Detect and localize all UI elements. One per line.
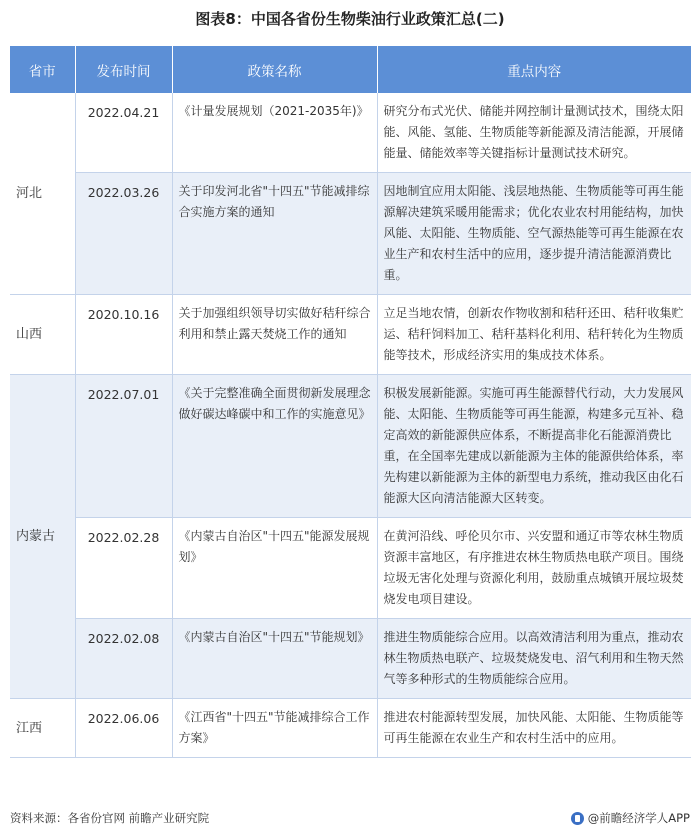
province-cell: 内蒙古 — [10, 375, 75, 699]
policy-table — [10, 46, 691, 758]
brand-label: @前瞻经济学人APP — [587, 811, 690, 825]
figure-title: 图表8：中国各省份生物柴油行业政策汇总(二) — [195, 10, 505, 28]
province-cell: 河北 — [10, 93, 75, 295]
policy-name-cell: 《关于完整准确全面贯彻新发展理念做好碳达峰碳中和工作的实施意见》 — [172, 375, 377, 518]
table-row — [10, 93, 691, 173]
table-row — [10, 699, 691, 758]
table-row — [10, 295, 691, 375]
date-cell: 2022.04.21 — [75, 93, 172, 173]
policy-name-cell: 关于印发河北省"十四五"节能减排综合实施方案的通知 — [172, 173, 377, 295]
date-cell: 2022.02.28 — [75, 518, 172, 619]
brand-logo-icon — [571, 812, 584, 825]
province-cell: 山西 — [10, 295, 75, 375]
date-cell: 2022.07.01 — [75, 375, 172, 518]
header-province: 省市 — [10, 46, 75, 93]
policy-name-cell: 《江西省"十四五"节能减排综合工作方案》 — [172, 699, 377, 758]
brand-mark — [571, 810, 690, 826]
header-policy-name: 政策名称 — [172, 46, 377, 93]
policy-name-cell: 《计量发展规划（2021-2035年)》 — [172, 93, 377, 173]
content-cell: 推进农村能源转型发展，加快风能、太阳能、生物质能等可再生能源在农业生产和农村生活中的应用。 — [377, 699, 691, 758]
province-cell: 江西 — [10, 699, 75, 758]
content-cell: 在黄河沿线、呼伦贝尔市、兴安盟和通辽市等农林生物质资源丰富地区，有序推进农林生物质热电联产项目。围绕垃圾无害化处理与资源化利用，鼓励重点城镇开展垃圾焚烧发电项目建设。 — [377, 518, 691, 619]
table-row — [10, 619, 691, 699]
policy-name-cell: 《内蒙古自治区"十四五"能源发展规划》 — [172, 518, 377, 619]
content-cell: 研究分布式光伏、储能并网控制计量测试技术，围绕太阳能、风能、氢能、生物质能等新能源及清洁能源，开展储能量、储能效率等关键指标计量测试技术研究。 — [377, 93, 691, 173]
content-cell: 因地制宜应用太阳能、浅层地热能、生物质能等可再生能源解决建筑采暖用能需求；优化农业农村用能结构，加快风能、太阳能、生物质能、空气源热能等可再生能源在农业生产和农村生活中的应用，逐步提升清洁能源消费比重。 — [377, 173, 691, 295]
content-cell: 立足当地农情，创新农作物收割和秸秆还田、秸秆收集贮运、秸秆饲料加工、秸秆基料化利用、秸秆转化为生物质能等技术，形成经济实用的集成技术体系。 — [377, 295, 691, 375]
table-header-row — [10, 46, 691, 93]
content-cell: 积极发展新能源。实施可再生能源替代行动，大力发展风能、太阳能、生物质能等可再生能源，构建多元互补、稳定高效的新能源供应体系，不断提高非化石能源消费比重，在全国率先建成以新能源为主体的能源供给体系，率先构建以新能源为主体的新型电力系统，推动我区由化石能源大区向清洁能源大区转变。 — [377, 375, 691, 518]
footer — [10, 810, 690, 826]
date-cell: 2022.06.06 — [75, 699, 172, 758]
table-row — [10, 173, 691, 295]
date-cell: 2022.03.26 — [75, 173, 172, 295]
table-row — [10, 375, 691, 518]
table-row — [10, 518, 691, 619]
policy-name-cell: 关于加强组织领导切实做好秸秆综合利用和禁止露天焚烧工作的通知 — [172, 295, 377, 375]
content-cell: 推进生物质能综合应用。以高效清洁利用为重点，推动农林生物质热电联产、垃圾焚烧发电、沼气利用和生物天然气等多种形式的生物质能综合应用。 — [377, 619, 691, 699]
policy-name-cell: 《内蒙古自治区"十四五"节能规划》 — [172, 619, 377, 699]
date-cell: 2022.02.08 — [75, 619, 172, 699]
header-key-content: 重点内容 — [377, 46, 691, 93]
header-date: 发布时间 — [75, 46, 172, 93]
date-cell: 2020.10.16 — [75, 295, 172, 375]
source-note: 资料来源：各省份官网 前瞻产业研究院 — [10, 811, 210, 825]
